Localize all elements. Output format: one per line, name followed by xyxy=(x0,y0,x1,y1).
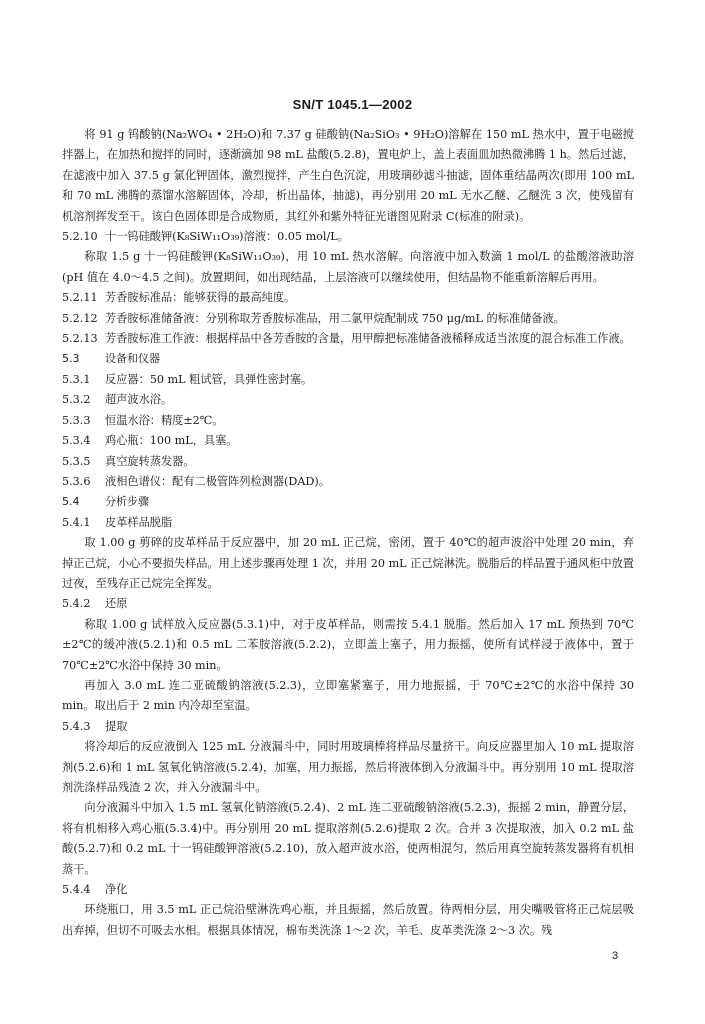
paragraph: 向分液漏斗中加入 1.5 mL 氢氧化钠溶液(5.2.4)、2 mL 连二亚硫酸钠溶液(5.2.3)，振摇 2 min，静置分层，将有机相移入鸡心瓶(5.3.4)中。再分别用 20 mL 提取溶剂(5.2.6)提取 2 次。合并 3 次提取液，加入 0.2 mL 盐酸(5.2.7)和 0.2 mL 十一钨硅酸钾溶液(5.2.10)，放入超声波水浴，使两相混匀，然后用真空旋转蒸发器将有机相蒸干。 xyxy=(62,801,634,876)
section-heading xyxy=(62,349,634,369)
clause-number: 5.3.5 xyxy=(62,454,91,468)
clause-number: 5.2.10 xyxy=(62,230,98,244)
clause xyxy=(62,472,634,492)
clause-text: 还原 xyxy=(105,597,128,611)
clause xyxy=(62,431,634,451)
clause-number: 5.2.12 xyxy=(62,311,98,325)
clause xyxy=(62,370,634,390)
clause-number: 5.3.3 xyxy=(62,413,91,427)
clause-number: 5.2.13 xyxy=(62,332,98,346)
clause-text: 真空旋转蒸发器。 xyxy=(105,454,195,468)
standard-number-header: SN/T 1045.1—2002 xyxy=(292,97,413,112)
clause-text: 分析步骤 xyxy=(105,495,149,509)
clause-text: 液相色谱仪：配有二极管阵列检测器(DAD)。 xyxy=(105,474,330,488)
clause-number: 5.3.4 xyxy=(62,434,91,448)
clause xyxy=(62,390,634,410)
clause xyxy=(62,452,634,472)
clause xyxy=(62,594,634,614)
section-heading xyxy=(62,492,634,512)
paragraph: 将 91 g 钨酸钠(Na₂WO₄ • 2H₂O)和 7.37 g 硅酸钠(Na₂SiO₃ • 9H₂O)溶解在 150 mL 热水中，置于电磁搅拌器上，在加热和搅拌的同时，逐渐滴加 98 mL 盐酸(5.2.8)，置电炉上，盖上表面皿加热微沸腾 1 h。然后过滤，在滤液中加入 37.5 g 氯化钾固体，激烈搅拌，产生白色沉淀，用玻璃砂滤斗抽滤，固体重结晶两次(即用 100 mL 和 70 mL 沸腾的蒸馏水溶解固体，冷却，析出晶体，抽滤)，再分别用 20 mL 无水乙醚、乙醚洗 3 次，使残留有机溶剂挥发至干。该白色固体即是合成物质，其红外和紫外特征光谱图见附录 C(标准的附录)。 xyxy=(62,128,634,223)
clause-text: 提取 xyxy=(105,719,128,733)
clause xyxy=(62,880,634,900)
clause-number: 5.2.11 xyxy=(62,291,98,305)
clause-number: 5.3.2 xyxy=(62,393,91,407)
clause-number: 5.4.2 xyxy=(62,597,91,611)
clause xyxy=(62,329,634,349)
paragraph: 再加入 3.0 mL 连二亚硫酸钠溶液(5.2.3)，立即塞紧塞子，用力地振摇，于 70℃±2℃的水浴中保持 30 min。取出后于 2 min 内冷却至室温。 xyxy=(62,678,634,713)
clause xyxy=(62,227,634,247)
clause-text: 芳香胺标准品：能够获得的最高纯度。 xyxy=(105,291,296,305)
paragraph: 取 1.00 g 剪碎的皮革样品于反应器中，加 20 mL 正己烷，密闭，置于 40℃的超声波浴中处理 20 min，弃掉正己烷，小心不要损失样品。用上述步骤再处理 1 次，并用 20 mL 正己烷淋洗。脱脂后的样品置于通风柜中放置过夜，至残存正己烷完全挥发。 xyxy=(62,536,634,590)
clause-text: 设备和仪器 xyxy=(105,352,160,366)
clause xyxy=(62,513,634,533)
clause-number: 5.3.1 xyxy=(62,372,91,386)
paragraph: 将冷却后的反应液倒入 125 mL 分液漏斗中，同时用玻璃棒将样品尽量挤干。向反应器里加入 10 mL 提取溶剂(5.2.6)和 1 mL 氢氧化钠溶液(5.2.4)，加塞，用力振摇，然后将液体倒入分液漏斗中。再分别用 10 mL 提取溶剂洗涤样品残渣 2 次，并入分液漏斗中。 xyxy=(62,740,634,794)
clause-text: 鸡心瓶：100 mL，具塞。 xyxy=(105,434,238,448)
paragraph: 环绕瓶口，用 3.5 mL 正己烷沿壁淋洗鸡心瓶，并且振摇，然后放置。待两相分层，用尖嘴吸管将正己烷层吸出弃掉，但切不可吸去水相。根据具体情况，棉布类洗涤 1～2 次，羊毛、皮革类洗涤 2～3 次。残 xyxy=(62,903,634,937)
clause-number: 5.4.1 xyxy=(62,515,91,529)
clause-number: 5.4.4 xyxy=(62,883,91,897)
clause-text: 超声波水浴。 xyxy=(105,393,173,407)
paragraph: 称取 1.5 g 十一钨硅酸钾(K₈SiW₁₁O₃₉)，用 10 mL 热水溶解。向溶液中加入数滴 1 mol/L 的盐酸溶液助溶(pH 值在 4.0～4.5 之间)。放置期间，如出现结晶，上层溶液可以继续使用，但结晶物不能重新溶解后再用。 xyxy=(62,250,634,284)
clause-text: 十一钨硅酸钾(K₈SiW₁₁O₃₉)溶液：0.05 mol/L。 xyxy=(105,230,349,244)
clause-number: 5.3.6 xyxy=(62,474,91,488)
clause-text: 芳香胺标准储备液：分别称取芳香胺标准品，用二氯甲烷配制成 750 μg/mL 的标准储备液。 xyxy=(105,311,565,325)
clause-text: 皮革样品脱脂 xyxy=(105,515,173,529)
clause-text: 恒温水浴：精度±2℃。 xyxy=(105,413,224,427)
clause xyxy=(62,309,634,329)
paragraph: 称取 1.00 g 试样放入反应器(5.3.1)中，对于皮革样品，则需按 5.4.1 脱脂。然后加入 17 mL 预热到 70℃±2℃的缓冲液(5.2.1)和 0.5 mL 二苯胺溶液(5.2.2)，立即盖上塞子，用力振摇，使所有试样浸于液体中，置于 70℃±2℃水浴中保持 30 min。 xyxy=(62,617,634,672)
document-body xyxy=(62,125,634,941)
clause-text: 反应器：50 mL 粗试管，具弹性密封塞。 xyxy=(105,372,313,386)
clause xyxy=(62,717,634,737)
clause-number: 5.3 xyxy=(62,352,80,366)
clause-number: 5.4.3 xyxy=(62,719,91,733)
clause-text: 芳香胺标准工作液：根据样品中各芳香胺的含量，用甲醇把标准储备液稀释成适当浓度的混合标准工作液。 xyxy=(105,332,631,346)
clause-number: 5.4 xyxy=(62,495,80,509)
page-number: 3 xyxy=(612,950,619,962)
clause-text: 净化 xyxy=(105,883,128,897)
clause xyxy=(62,411,634,431)
clause xyxy=(62,288,634,308)
